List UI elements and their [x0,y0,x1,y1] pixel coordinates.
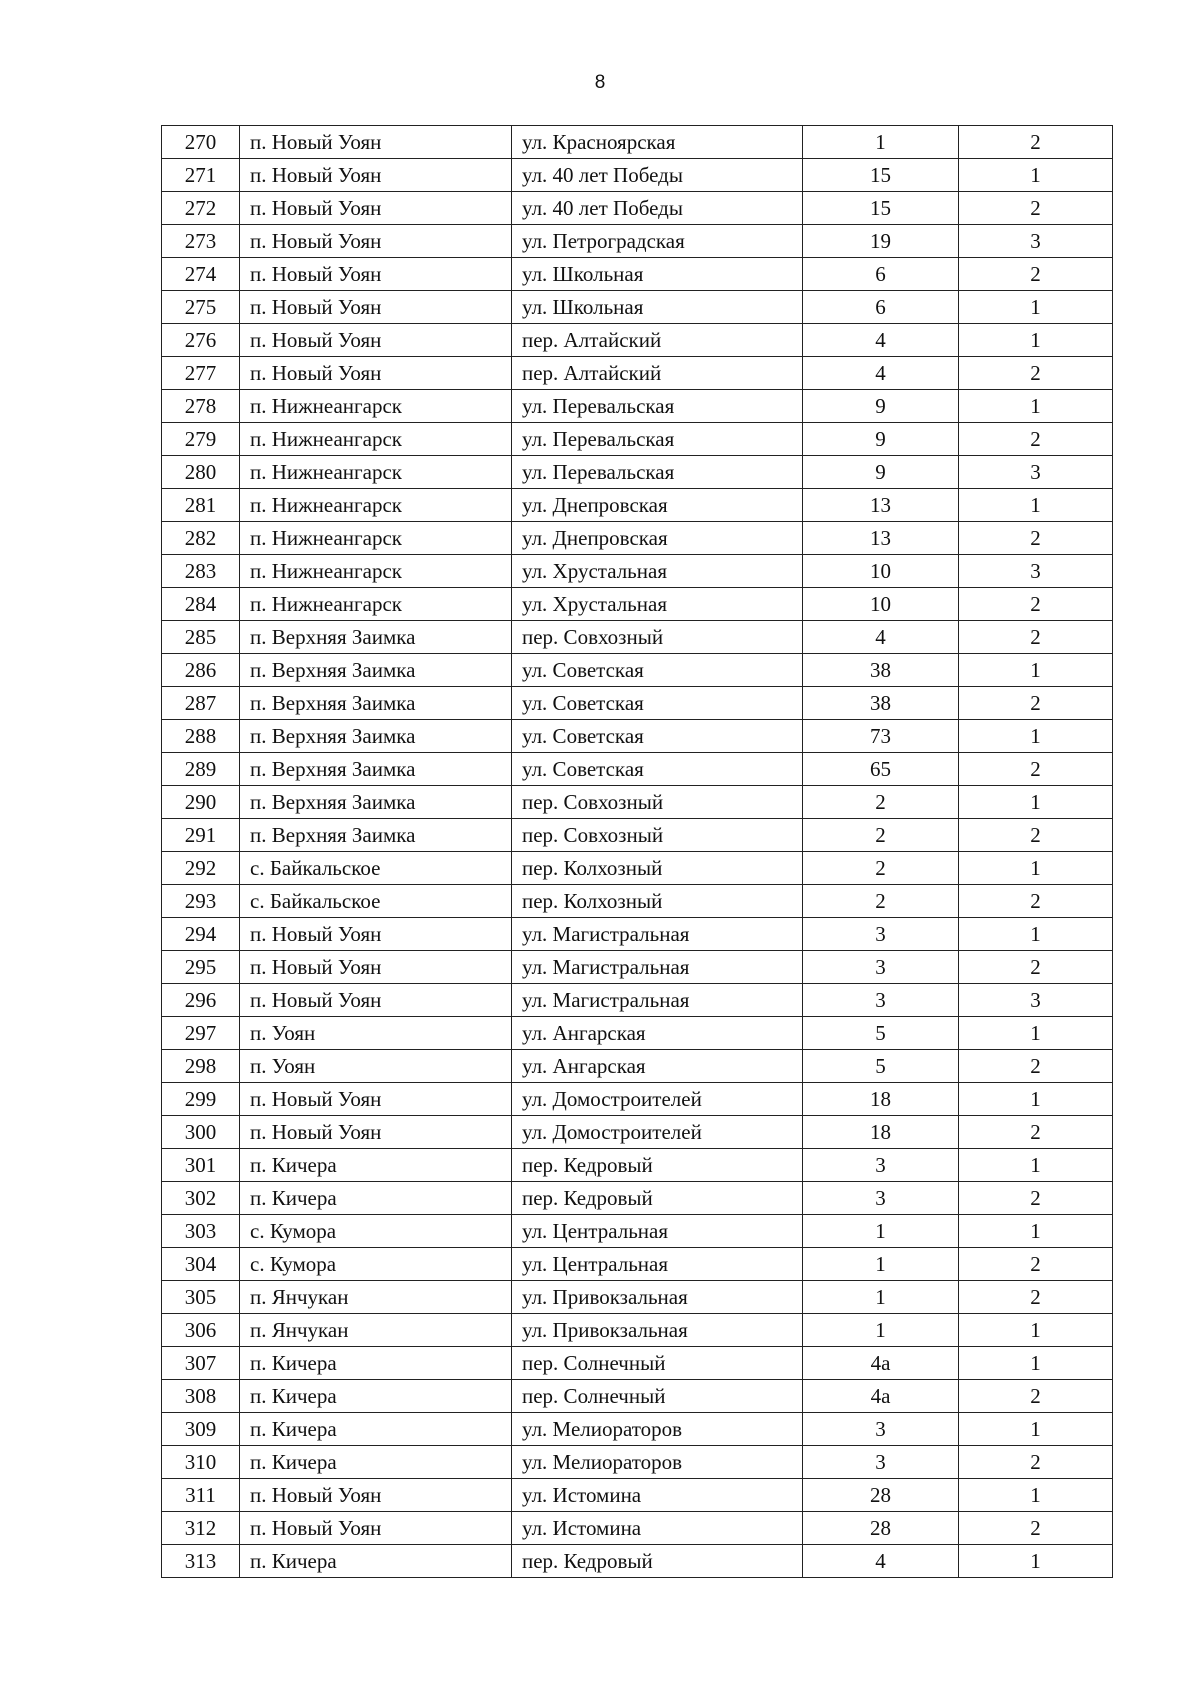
house-number-cell: 5 [803,1050,959,1083]
street-cell: ул. Привокзальная [512,1281,803,1314]
house-number-cell: 3 [803,918,959,951]
row-number-cell: 307 [162,1347,240,1380]
house-number-cell: 1 [803,1215,959,1248]
table-row [162,324,1113,357]
street-cell: ул. Магистральная [512,951,803,984]
street-cell: ул. Днепровская [512,489,803,522]
street-cell: ул. 40 лет Победы [512,192,803,225]
apartment-number-cell: 2 [959,522,1113,555]
street-cell: ул. Магистральная [512,984,803,1017]
row-number-cell: 272 [162,192,240,225]
table-row [162,753,1113,786]
settlement-cell: п. Нижнеангарск [240,522,512,555]
table-row [162,1050,1113,1083]
apartment-number-cell: 2 [959,951,1113,984]
apartment-number-cell: 1 [959,1347,1113,1380]
apartment-number-cell: 3 [959,456,1113,489]
table-row [162,126,1113,159]
table-row [162,720,1113,753]
house-number-cell: 6 [803,291,959,324]
settlement-cell: п. Новый Уоян [240,918,512,951]
table-row [162,654,1113,687]
settlement-cell: п. Верхняя Заимка [240,819,512,852]
street-cell: пер. Алтайский [512,357,803,390]
street-cell: ул. Ангарская [512,1017,803,1050]
street-cell: ул. Петроградская [512,225,803,258]
house-number-cell: 9 [803,423,959,456]
street-cell: ул. Днепровская [512,522,803,555]
settlement-cell: п. Уоян [240,1050,512,1083]
house-number-cell: 9 [803,456,959,489]
table-row [162,885,1113,918]
settlement-cell: п. Кичера [240,1446,512,1479]
table-row [162,291,1113,324]
apartment-number-cell: 1 [959,918,1113,951]
row-number-cell: 277 [162,357,240,390]
row-number-cell: 289 [162,753,240,786]
settlement-cell: п. Верхняя Заимка [240,654,512,687]
apartment-number-cell: 2 [959,1248,1113,1281]
table-row [162,423,1113,456]
row-number-cell: 304 [162,1248,240,1281]
settlement-cell: п. Новый Уоян [240,225,512,258]
street-cell: ул. Мелиораторов [512,1446,803,1479]
street-cell: пер. Колхозный [512,885,803,918]
table-row [162,192,1113,225]
table-row [162,1512,1113,1545]
house-number-cell: 65 [803,753,959,786]
house-number-cell: 4а [803,1380,959,1413]
street-cell: ул. Истомина [512,1479,803,1512]
settlement-cell: п. Новый Уоян [240,951,512,984]
settlement-cell: п. Янчукан [240,1281,512,1314]
settlement-cell: п. Кичера [240,1149,512,1182]
row-number-cell: 292 [162,852,240,885]
settlement-cell: п. Кичера [240,1347,512,1380]
table-row [162,1248,1113,1281]
table-row [162,489,1113,522]
apartment-number-cell: 3 [959,555,1113,588]
street-cell: ул. Школьная [512,258,803,291]
apartment-number-cell: 1 [959,159,1113,192]
apartment-number-cell: 1 [959,1149,1113,1182]
street-cell: ул. Советская [512,654,803,687]
house-number-cell: 28 [803,1479,959,1512]
settlement-cell: п. Новый Уоян [240,291,512,324]
row-number-cell: 288 [162,720,240,753]
settlement-cell: п. Новый Уоян [240,192,512,225]
apartment-number-cell: 1 [959,1215,1113,1248]
street-cell: ул. Домостроителей [512,1083,803,1116]
table-row [162,1347,1113,1380]
house-number-cell: 10 [803,588,959,621]
street-cell: пер. Совхозный [512,786,803,819]
row-number-cell: 298 [162,1050,240,1083]
street-cell: ул. 40 лет Победы [512,159,803,192]
row-number-cell: 306 [162,1314,240,1347]
row-number-cell: 284 [162,588,240,621]
street-cell: ул. Хрустальная [512,555,803,588]
settlement-cell: п. Уоян [240,1017,512,1050]
row-number-cell: 301 [162,1149,240,1182]
settlement-cell: с. Кумора [240,1215,512,1248]
page-number: 8 [594,72,606,93]
table-row [162,819,1113,852]
table-row [162,1545,1113,1578]
street-cell: пер. Колхозный [512,852,803,885]
settlement-cell: п. Новый Уоян [240,126,512,159]
table-row [162,852,1113,885]
table-row [162,357,1113,390]
row-number-cell: 273 [162,225,240,258]
settlement-cell: п. Верхняя Заимка [240,720,512,753]
apartment-number-cell: 1 [959,654,1113,687]
street-cell: ул. Перевальская [512,456,803,489]
street-cell: ул. Советская [512,753,803,786]
table-row [162,1182,1113,1215]
row-number-cell: 308 [162,1380,240,1413]
street-cell: ул. Перевальская [512,423,803,456]
street-cell: пер. Кедровый [512,1545,803,1578]
apartment-number-cell: 1 [959,1479,1113,1512]
settlement-cell: с. Байкальское [240,852,512,885]
street-cell: ул. Советская [512,720,803,753]
apartment-number-cell: 2 [959,885,1113,918]
apartment-number-cell: 2 [959,1446,1113,1479]
row-number-cell: 282 [162,522,240,555]
row-number-cell: 312 [162,1512,240,1545]
settlement-cell: п. Новый Уоян [240,1479,512,1512]
table-row [162,918,1113,951]
settlement-cell: п. Нижнеангарск [240,423,512,456]
apartment-number-cell: 1 [959,1545,1113,1578]
house-number-cell: 4 [803,357,959,390]
row-number-cell: 311 [162,1479,240,1512]
apartment-number-cell: 2 [959,1281,1113,1314]
apartment-number-cell: 1 [959,324,1113,357]
settlement-cell: п. Нижнеангарск [240,588,512,621]
house-number-cell: 3 [803,1413,959,1446]
row-number-cell: 297 [162,1017,240,1050]
settlement-cell: п. Нижнеангарск [240,456,512,489]
street-cell: ул. Центральная [512,1248,803,1281]
row-number-cell: 293 [162,885,240,918]
settlement-cell: п. Янчукан [240,1314,512,1347]
apartment-number-cell: 2 [959,258,1113,291]
settlement-cell: п. Кичера [240,1380,512,1413]
apartment-number-cell: 1 [959,1083,1113,1116]
apartment-number-cell: 3 [959,984,1113,1017]
apartment-number-cell: 3 [959,225,1113,258]
house-number-cell: 13 [803,522,959,555]
house-number-cell: 28 [803,1512,959,1545]
row-number-cell: 281 [162,489,240,522]
row-number-cell: 303 [162,1215,240,1248]
apartment-number-cell: 2 [959,1050,1113,1083]
house-number-cell: 2 [803,885,959,918]
house-number-cell: 1 [803,1248,959,1281]
table-row [162,1116,1113,1149]
row-number-cell: 302 [162,1182,240,1215]
table-row [162,555,1113,588]
street-cell: ул. Привокзальная [512,1314,803,1347]
row-number-cell: 276 [162,324,240,357]
house-number-cell: 13 [803,489,959,522]
house-number-cell: 2 [803,786,959,819]
table-row [162,984,1113,1017]
row-number-cell: 286 [162,654,240,687]
table-row [162,687,1113,720]
street-cell: пер. Кедровый [512,1149,803,1182]
apartment-number-cell: 2 [959,1116,1113,1149]
apartment-number-cell: 2 [959,126,1113,159]
apartment-number-cell: 1 [959,852,1113,885]
settlement-cell: п. Верхняя Заимка [240,753,512,786]
apartment-number-cell: 2 [959,357,1113,390]
apartment-number-cell: 1 [959,1413,1113,1446]
settlement-cell: п. Нижнеангарск [240,489,512,522]
table-row [162,456,1113,489]
row-number-cell: 294 [162,918,240,951]
row-number-cell: 275 [162,291,240,324]
apartment-number-cell: 2 [959,588,1113,621]
apartment-number-cell: 2 [959,1512,1113,1545]
house-number-cell: 1 [803,1281,959,1314]
row-number-cell: 278 [162,390,240,423]
row-number-cell: 279 [162,423,240,456]
settlement-cell: с. Байкальское [240,885,512,918]
settlement-cell: п. Новый Уоян [240,258,512,291]
row-number-cell: 309 [162,1413,240,1446]
row-number-cell: 300 [162,1116,240,1149]
house-number-cell: 2 [803,852,959,885]
settlement-cell: п. Кичера [240,1182,512,1215]
street-cell: ул. Хрустальная [512,588,803,621]
apartment-number-cell: 2 [959,423,1113,456]
apartment-number-cell: 1 [959,786,1113,819]
house-number-cell: 18 [803,1083,959,1116]
row-number-cell: 291 [162,819,240,852]
street-cell: пер. Кедровый [512,1182,803,1215]
settlement-cell: п. Кичера [240,1545,512,1578]
table-row [162,1380,1113,1413]
settlement-cell: п. Кичера [240,1413,512,1446]
row-number-cell: 274 [162,258,240,291]
settlement-cell: п. Нижнеангарск [240,390,512,423]
table-row [162,1479,1113,1512]
table-row [162,1215,1113,1248]
house-number-cell: 1 [803,126,959,159]
settlement-cell: п. Нижнеангарск [240,555,512,588]
apartment-number-cell: 2 [959,819,1113,852]
house-number-cell: 10 [803,555,959,588]
settlement-cell: п. Верхняя Заимка [240,621,512,654]
street-cell: ул. Перевальская [512,390,803,423]
row-number-cell: 283 [162,555,240,588]
table-row [162,390,1113,423]
street-cell: ул. Красноярская [512,126,803,159]
settlement-cell: п. Верхняя Заимка [240,786,512,819]
apartment-number-cell: 2 [959,621,1113,654]
apartment-number-cell: 1 [959,1314,1113,1347]
house-number-cell: 4 [803,1545,959,1578]
apartment-number-cell: 2 [959,1182,1113,1215]
street-cell: пер. Совхозный [512,621,803,654]
apartment-number-cell: 1 [959,1017,1113,1050]
apartment-number-cell: 1 [959,720,1113,753]
table-row [162,1446,1113,1479]
house-number-cell: 15 [803,159,959,192]
row-number-cell: 299 [162,1083,240,1116]
house-number-cell: 3 [803,951,959,984]
house-number-cell: 4 [803,324,959,357]
table-row [162,588,1113,621]
house-number-cell: 73 [803,720,959,753]
apartment-number-cell: 1 [959,390,1113,423]
house-number-cell: 2 [803,819,959,852]
house-number-cell: 6 [803,258,959,291]
street-cell: ул. Магистральная [512,918,803,951]
table-row [162,1281,1113,1314]
house-number-cell: 5 [803,1017,959,1050]
table-row [162,1149,1113,1182]
street-cell: пер. Солнечный [512,1380,803,1413]
house-number-cell: 9 [803,390,959,423]
house-number-cell: 3 [803,984,959,1017]
row-number-cell: 295 [162,951,240,984]
table-row [162,1314,1113,1347]
row-number-cell: 285 [162,621,240,654]
settlement-cell: п. Новый Уоян [240,1116,512,1149]
row-number-cell: 280 [162,456,240,489]
street-cell: ул. Школьная [512,291,803,324]
row-number-cell: 271 [162,159,240,192]
row-number-cell: 270 [162,126,240,159]
settlement-cell: п. Новый Уоян [240,159,512,192]
apartment-number-cell: 1 [959,489,1113,522]
settlement-cell: п. Новый Уоян [240,1512,512,1545]
street-cell: пер. Солнечный [512,1347,803,1380]
street-cell: пер. Алтайский [512,324,803,357]
table-row [162,1083,1113,1116]
street-cell: ул. Мелиораторов [512,1413,803,1446]
row-number-cell: 305 [162,1281,240,1314]
table-body [162,126,1113,1578]
apartment-number-cell: 2 [959,753,1113,786]
table-row [162,159,1113,192]
apartment-number-cell: 2 [959,687,1113,720]
row-number-cell: 287 [162,687,240,720]
settlement-cell: с. Кумора [240,1248,512,1281]
house-number-cell: 1 [803,1314,959,1347]
house-number-cell: 3 [803,1149,959,1182]
street-cell: ул. Ангарская [512,1050,803,1083]
table-row [162,225,1113,258]
address-table [161,125,1113,1578]
street-cell: ул. Истомина [512,1512,803,1545]
row-number-cell: 290 [162,786,240,819]
table-row [162,1017,1113,1050]
house-number-cell: 3 [803,1182,959,1215]
apartment-number-cell: 1 [959,291,1113,324]
settlement-cell: п. Верхняя Заимка [240,687,512,720]
settlement-cell: п. Новый Уоян [240,357,512,390]
house-number-cell: 15 [803,192,959,225]
table-row [162,951,1113,984]
row-number-cell: 313 [162,1545,240,1578]
house-number-cell: 4 [803,621,959,654]
street-cell: ул. Домостроителей [512,1116,803,1149]
house-number-cell: 38 [803,687,959,720]
house-number-cell: 4а [803,1347,959,1380]
house-number-cell: 18 [803,1116,959,1149]
house-number-cell: 38 [803,654,959,687]
table-row [162,1413,1113,1446]
street-cell: ул. Советская [512,687,803,720]
settlement-cell: п. Новый Уоян [240,984,512,1017]
table-row [162,621,1113,654]
apartment-number-cell: 2 [959,1380,1113,1413]
row-number-cell: 296 [162,984,240,1017]
street-cell: ул. Центральная [512,1215,803,1248]
table-row [162,786,1113,819]
house-number-cell: 3 [803,1446,959,1479]
apartment-number-cell: 2 [959,192,1113,225]
house-number-cell: 19 [803,225,959,258]
street-cell: пер. Совхозный [512,819,803,852]
table-row [162,258,1113,291]
table-row [162,522,1113,555]
row-number-cell: 310 [162,1446,240,1479]
settlement-cell: п. Новый Уоян [240,324,512,357]
settlement-cell: п. Новый Уоян [240,1083,512,1116]
